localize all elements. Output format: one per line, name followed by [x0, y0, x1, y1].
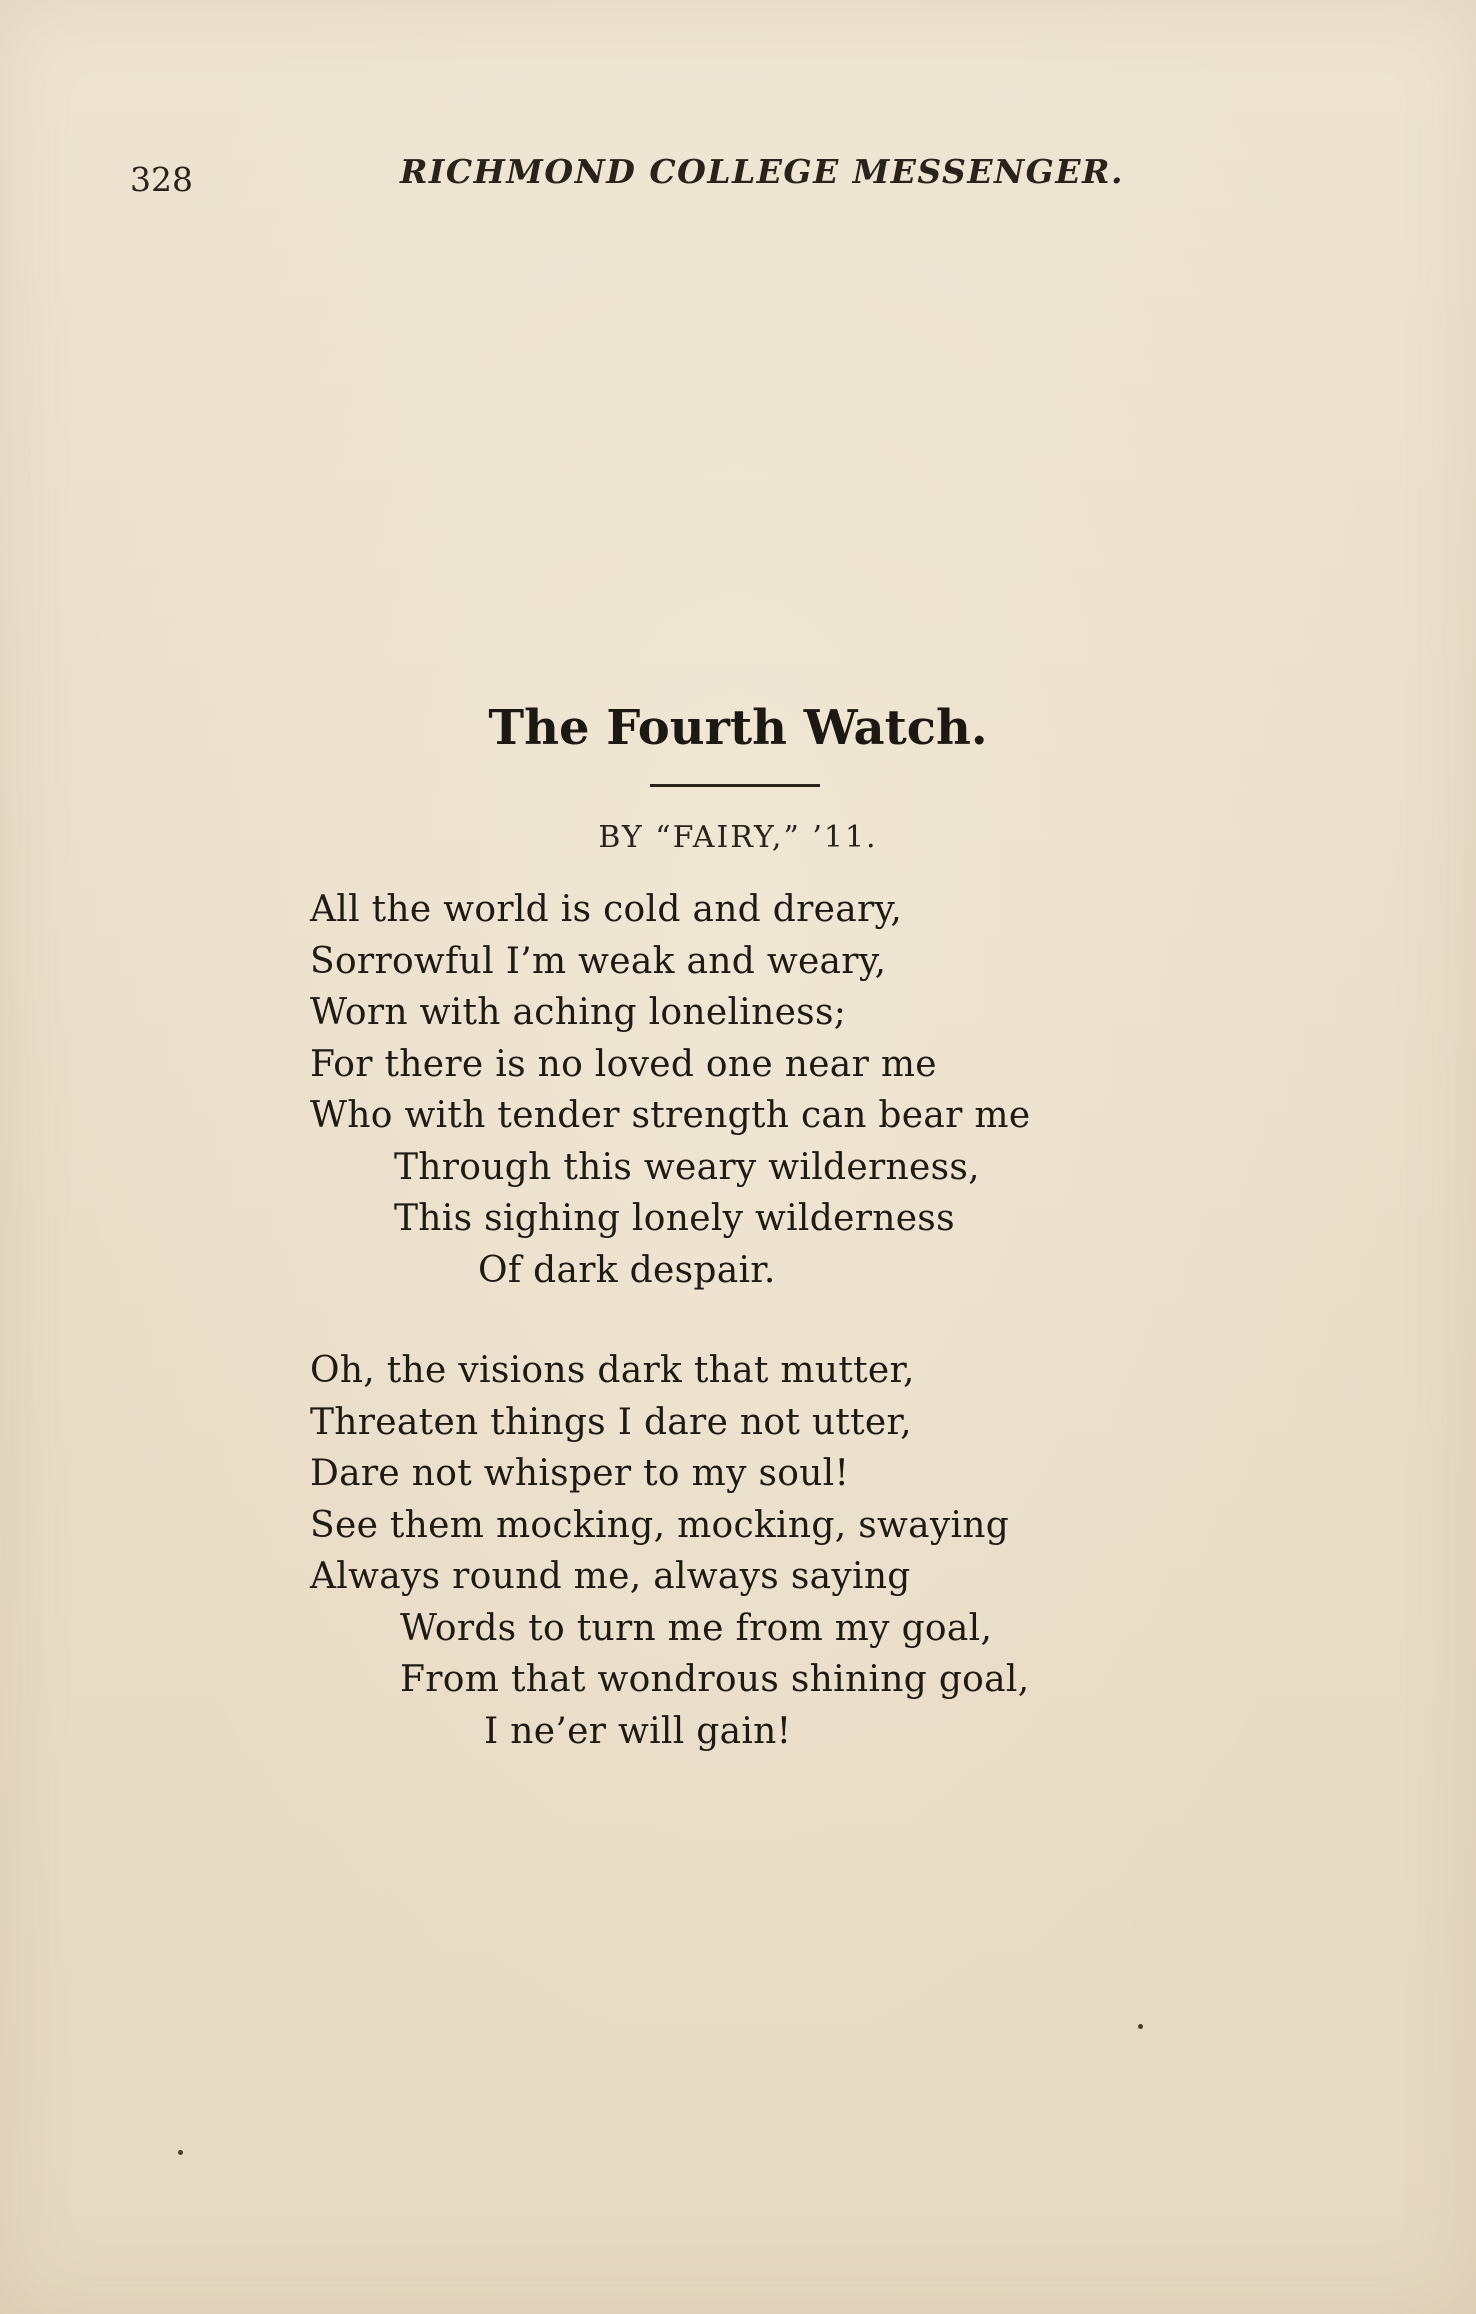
paper-speck — [178, 2150, 183, 2155]
poem-line: Who with tender strength can bear me — [310, 1095, 1031, 1136]
poem-line: I ne’er will gain! — [484, 1710, 792, 1752]
poem-line: Sorrowful I’m weak and weary, — [310, 940, 887, 982]
running-title: RICHMOND COLLEGE MESSENGER. — [400, 152, 1124, 191]
page-number: 328 — [130, 160, 193, 199]
stanza-1 — [310, 884, 1030, 1296]
title-rule — [650, 784, 820, 787]
poem-line: All the world is cold and dreary, — [310, 889, 903, 930]
poem-title: The Fourth Watch. — [488, 700, 988, 756]
poem-line: Oh, the visions dark that mutter, — [310, 1350, 915, 1391]
poem-line: For there is no loved one near me — [310, 1043, 937, 1085]
poem-line: Words to turn me from my goal, — [400, 1607, 993, 1649]
poem-line: Worn with aching loneliness; — [310, 992, 847, 1033]
stanza-2 — [310, 1345, 1029, 1757]
paper-speck — [1138, 2024, 1143, 2029]
poem-line: Dare not whisper to my soul! — [310, 1453, 850, 1494]
poem-line: From that wondrous shining goal, — [400, 1659, 1030, 1700]
poem-line: Always round me, always saying — [310, 1556, 911, 1597]
poem-line: Threaten things I dare not utter, — [310, 1401, 912, 1443]
poem-line: This sighing lonely wilderness — [394, 1198, 955, 1239]
poem-line: Through this weary wilderness, — [394, 1146, 980, 1188]
poem-byline: BY “FAIRY,” ’11. — [598, 820, 878, 855]
poem-line: Of dark despair. — [478, 1249, 776, 1291]
poem-line: See them mocking, mocking, swaying — [310, 1504, 1010, 1546]
